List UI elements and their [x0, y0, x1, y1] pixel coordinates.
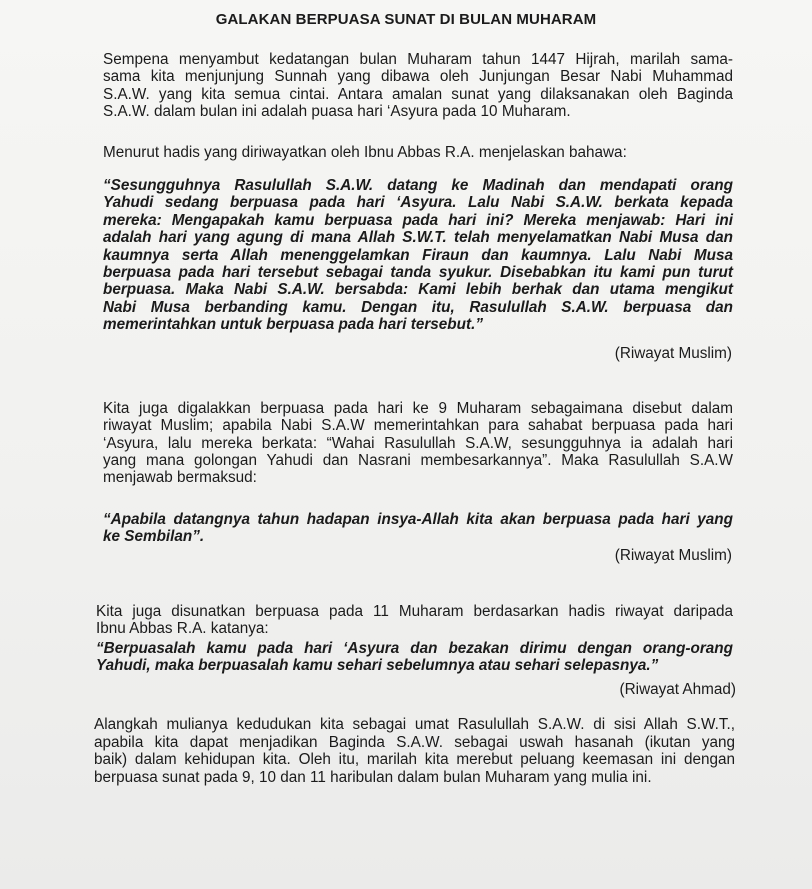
- text-line: Ibnu Abbas R.A. katanya:: [96, 620, 269, 638]
- quote-line: Yahudi, maka berpuasalah kamu sehari sebelumnya atau sehari selepasnya.”: [96, 657, 659, 675]
- text-line: menjawab bermaksud:: [103, 469, 257, 487]
- narrator-label-3: (Riwayat Ahmad): [619, 681, 736, 698]
- closing-paragraph: [94, 716, 735, 786]
- quote-line: “Sesungguhnya Rasulullah S.A.W. datang ke Madinah dan mendapati orang: [103, 177, 733, 194]
- text-line: apabila kita dapat menjadikan Baginda S.A.W. sebagai uswah hasanah (ikutan yang: [94, 733, 735, 751]
- text-line: sama kita menjunjung Sunnah yang dibawa oleh Junjungan Besar Nabi Muhammad: [103, 68, 733, 86]
- narrator-label-1: (Riwayat Muslim): [614, 345, 732, 362]
- text-line: S.A.W. dalam bulan ini adalah puasa hari ‘Asyura pada 10 Muharam.: [103, 102, 571, 120]
- text-line: ‘Asyura, lalu mereka berkata: “Wahai Rasulullah S.A.W, sesungguhnya ia adalah hari: [103, 434, 733, 452]
- hadith-intro: [103, 144, 733, 161]
- quote-line: kaumnya serta Allah menenggelamkan Firaun dan kaumnya. Lalu Nabi Musa: [103, 246, 733, 264]
- text-line: Kita juga digalakkan berpuasa pada hari ke 9 Muharam sebagaimana disebut dalam: [103, 400, 733, 417]
- text-line: S.A.W. yang kita semua cintai. Antara amalan sunat yang dilaksanakan oleh Baginda: [103, 85, 733, 103]
- paragraph-9-muharam: [103, 400, 733, 486]
- quote-line: “Berpuasalah kamu pada hari ‘Asyura dan bezakan dirimu dengan orang-orang: [96, 640, 733, 657]
- text-line: berpuasa sunat pada 9, 10 dan 11 haribulan dalam bulan Muharam yang mulia ini.: [94, 768, 652, 786]
- page-title: GALAKAN BERPUASA SUNAT DI BULAN MUHARAM: [215, 11, 597, 28]
- text-line: Sempena menyambut kedatangan bulan Muharam tahun 1447 Hijrah, marilah sama-: [103, 51, 733, 68]
- quote-line: adalah hari yang agung di mana Allah S.W.T. telah menyelamatkan Nabi Musa dan: [103, 229, 733, 247]
- hadith-quote-1: [103, 177, 733, 334]
- quote-line: berpuasa pada hari tersebut sebagai tanda syukur. Disebabkan itu kami pun turut: [103, 264, 733, 282]
- quote-line: “Apabila datangnya tahun hadapan insya-Allah kita akan berpuasa pada hari yang: [103, 511, 733, 528]
- narrator-label-2: (Riwayat Muslim): [614, 547, 732, 564]
- quote-line: ke Sembilan”.: [103, 528, 205, 546]
- text-line: Alangkah mulianya kedudukan kita sebagai umat Rasulullah S.A.W. di sisi Allah S.W.T.,: [94, 716, 735, 733]
- hadith-quote-2: [103, 511, 733, 546]
- text-line: yang mana golongan Yahudi dan Nasrani membesarkannya”. Maka Rasulullah S.A.W: [103, 451, 733, 469]
- hadith-quote-3: [96, 640, 733, 675]
- text-line: Menurut hadis yang diriwayatkan oleh Ibnu Abbas R.A. menjelaskan bahawa:: [103, 144, 627, 161]
- quote-line: mereka: Mengapakah kamu berpuasa pada hari ini? Mereka menjawab: Hari ini: [103, 211, 733, 229]
- text-line: riwayat Muslim; apabila Nabi S.A.W memerintahkan para sahabat berpuasa pada hari: [103, 417, 733, 435]
- quote-line: Yahudi sedang berpuasa pada hari ‘Asyura. Lalu Nabi S.A.W. berkata kepada: [103, 194, 733, 212]
- quote-line: memerintahkan untuk berpuasa pada hari tersebut.”: [103, 316, 483, 334]
- intro-paragraph: [103, 51, 733, 120]
- text-line: baik) dalam kehidupan kita. Oleh itu, marilah kita merebut peluang keemasan ini dengan: [94, 751, 735, 769]
- paragraph-11-muharam: [96, 603, 733, 638]
- text-line: Kita juga disunatkan berpuasa pada 11 Muharam berdasarkan hadis riwayat daripada: [96, 603, 733, 620]
- quote-line: Nabi Musa berbanding kamu. Dengan itu, Rasulullah S.A.W. berpuasa dan: [103, 298, 733, 316]
- quote-line: berpuasa. Maka Nabi S.A.W. bersabda: Kami lebih berhak dan utama mengikut: [103, 281, 733, 299]
